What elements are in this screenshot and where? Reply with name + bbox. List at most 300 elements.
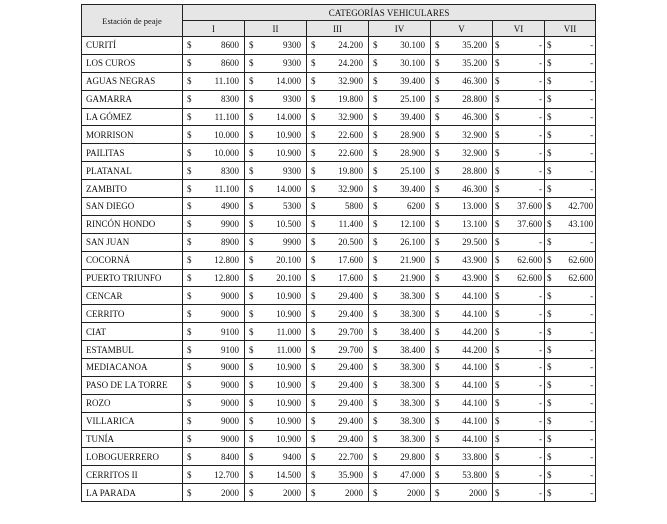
currency-symbol: $ bbox=[373, 451, 378, 462]
toll-value-cell bbox=[431, 108, 493, 126]
toll-value-cell bbox=[369, 215, 431, 233]
currency-symbol: $ bbox=[435, 40, 440, 51]
station-name: LOS CUROS bbox=[82, 54, 183, 72]
toll-amount: 38.300 bbox=[400, 380, 425, 391]
currency-symbol: $ bbox=[187, 183, 192, 194]
currency-symbol: $ bbox=[187, 451, 192, 462]
toll-amount: 10.900 bbox=[276, 380, 301, 391]
station-name: ZAMBITO bbox=[82, 180, 183, 198]
currency-symbol: $ bbox=[187, 308, 192, 319]
toll-value-cell bbox=[369, 466, 431, 484]
table-row bbox=[82, 126, 596, 144]
toll-amount: - bbox=[539, 416, 542, 427]
toll-amount: 30.100 bbox=[400, 40, 425, 51]
currency-symbol: $ bbox=[435, 469, 440, 480]
toll-value-cell bbox=[245, 394, 307, 412]
toll-value-cell bbox=[493, 54, 545, 72]
toll-amount: - bbox=[590, 290, 594, 301]
toll-amount: 32.900 bbox=[338, 112, 363, 122]
currency-symbol: $ bbox=[547, 219, 552, 230]
toll-value-cell bbox=[431, 412, 493, 430]
toll-value-cell bbox=[307, 144, 369, 162]
toll-value-cell bbox=[369, 341, 431, 359]
toll-amount: 22.700 bbox=[338, 451, 363, 462]
toll-value-cell bbox=[431, 215, 493, 233]
currency-symbol: $ bbox=[187, 129, 192, 140]
table-row bbox=[82, 162, 596, 180]
toll-amount: 32.900 bbox=[338, 183, 363, 194]
station-name: GAMARRA bbox=[82, 90, 183, 108]
toll-amount: 32.900 bbox=[338, 76, 363, 87]
toll-value-cell bbox=[545, 144, 596, 162]
toll-value-cell bbox=[369, 37, 431, 55]
currency-symbol: $ bbox=[435, 308, 440, 319]
toll-value-cell bbox=[493, 198, 545, 216]
toll-value-cell bbox=[493, 323, 545, 341]
currency-symbol: $ bbox=[311, 451, 316, 462]
currency-symbol: $ bbox=[249, 273, 254, 284]
currency-symbol: $ bbox=[547, 451, 552, 462]
table-row bbox=[82, 269, 596, 287]
toll-value-cell bbox=[183, 394, 245, 412]
category-header-2: II bbox=[245, 21, 307, 37]
toll-amount: 5800 bbox=[345, 201, 363, 212]
toll-value-cell bbox=[493, 126, 545, 144]
toll-value-cell bbox=[183, 341, 245, 359]
currency-symbol: $ bbox=[187, 380, 192, 391]
toll-amount: 8600 bbox=[221, 58, 239, 69]
currency-symbol: $ bbox=[547, 290, 552, 301]
currency-symbol: $ bbox=[311, 165, 316, 176]
toll-value-cell bbox=[245, 484, 307, 502]
station-name: PLATANAL bbox=[82, 162, 183, 180]
toll-amount: 38.400 bbox=[400, 344, 425, 355]
toll-value-cell bbox=[545, 466, 596, 484]
toll-amount: - bbox=[590, 451, 594, 462]
toll-amount: 44.100 bbox=[462, 416, 487, 427]
currency-symbol: $ bbox=[373, 487, 378, 498]
table-row bbox=[82, 466, 596, 484]
station-name: CURITÍ bbox=[82, 37, 183, 55]
toll-amount: - bbox=[539, 129, 542, 140]
currency-symbol: $ bbox=[249, 398, 254, 409]
toll-value-cell bbox=[307, 305, 369, 323]
toll-value-cell bbox=[545, 162, 596, 180]
currency-symbol: $ bbox=[311, 469, 316, 480]
toll-amount: 10.900 bbox=[276, 147, 301, 158]
currency-symbol: $ bbox=[249, 451, 254, 462]
currency-symbol: $ bbox=[187, 434, 192, 445]
toll-value-cell bbox=[545, 484, 596, 502]
station-name: COCORNÁ bbox=[82, 251, 183, 269]
toll-amount: 44.200 bbox=[462, 344, 487, 355]
toll-value-cell bbox=[431, 162, 493, 180]
toll-amount: - bbox=[539, 469, 542, 480]
currency-symbol: $ bbox=[187, 165, 192, 176]
toll-amount: 35.200 bbox=[462, 40, 487, 51]
table-row bbox=[82, 323, 596, 341]
currency-symbol: $ bbox=[547, 362, 552, 373]
toll-amount: 17.600 bbox=[338, 255, 363, 266]
currency-symbol: $ bbox=[435, 273, 440, 284]
toll-value-cell bbox=[245, 323, 307, 341]
toll-value-cell bbox=[183, 484, 245, 502]
toll-amount: 29.400 bbox=[338, 416, 363, 427]
currency-symbol: $ bbox=[187, 112, 192, 122]
toll-amount: - bbox=[590, 237, 594, 248]
toll-amount: 9300 bbox=[283, 94, 301, 105]
toll-value-cell bbox=[369, 430, 431, 448]
toll-value-cell bbox=[545, 72, 596, 90]
station-name: CIAT bbox=[82, 323, 183, 341]
toll-value-cell bbox=[307, 108, 369, 126]
toll-amount: 44.100 bbox=[462, 398, 487, 409]
toll-value-cell bbox=[183, 430, 245, 448]
toll-amount: - bbox=[590, 344, 594, 355]
currency-symbol: $ bbox=[547, 434, 552, 445]
toll-amount: - bbox=[539, 147, 542, 158]
toll-amount: 4900 bbox=[221, 201, 239, 212]
currency-symbol: $ bbox=[249, 434, 254, 445]
toll-value-cell bbox=[493, 215, 545, 233]
toll-value-cell bbox=[183, 412, 245, 430]
toll-value-cell bbox=[307, 233, 369, 251]
station-name: SAN JUAN bbox=[82, 233, 183, 251]
currency-symbol: $ bbox=[495, 326, 500, 337]
toll-value-cell bbox=[245, 341, 307, 359]
toll-value-cell bbox=[369, 72, 431, 90]
table-row bbox=[82, 90, 596, 108]
toll-value-cell bbox=[183, 376, 245, 394]
table-row bbox=[82, 394, 596, 412]
toll-value-cell bbox=[183, 466, 245, 484]
toll-amount: 39.400 bbox=[400, 183, 425, 194]
currency-symbol: $ bbox=[187, 469, 192, 480]
toll-amount: 21.900 bbox=[400, 255, 425, 266]
toll-value-cell bbox=[307, 37, 369, 55]
toll-value-cell bbox=[183, 359, 245, 377]
toll-value-cell bbox=[307, 251, 369, 269]
toll-value-cell bbox=[183, 90, 245, 108]
toll-amount: 38.300 bbox=[400, 398, 425, 409]
toll-amount: - bbox=[590, 416, 594, 427]
toll-value-cell bbox=[307, 359, 369, 377]
toll-value-cell bbox=[493, 72, 545, 90]
currency-symbol: $ bbox=[249, 58, 254, 69]
toll-value-cell bbox=[431, 305, 493, 323]
toll-value-cell bbox=[307, 90, 369, 108]
currency-symbol: $ bbox=[249, 40, 254, 51]
toll-amount: - bbox=[590, 326, 594, 337]
currency-symbol: $ bbox=[495, 273, 500, 284]
currency-symbol: $ bbox=[547, 40, 552, 51]
toll-value-cell bbox=[307, 269, 369, 287]
toll-amount: 62.600 bbox=[568, 273, 594, 284]
currency-symbol: $ bbox=[249, 344, 254, 355]
toll-amount: - bbox=[590, 94, 594, 105]
currency-symbol: $ bbox=[187, 344, 192, 355]
toll-value-cell bbox=[545, 323, 596, 341]
toll-value-cell bbox=[307, 54, 369, 72]
currency-symbol: $ bbox=[495, 183, 500, 194]
toll-amount: 39.400 bbox=[400, 76, 425, 87]
toll-amount: - bbox=[590, 76, 594, 87]
station-name: PUERTO TRIUNFO bbox=[82, 269, 183, 287]
toll-value-cell bbox=[493, 233, 545, 251]
currency-symbol: $ bbox=[249, 255, 254, 266]
toll-amount: - bbox=[590, 40, 594, 51]
toll-value-cell bbox=[307, 430, 369, 448]
currency-symbol: $ bbox=[435, 94, 440, 105]
currency-symbol: $ bbox=[373, 380, 378, 391]
currency-symbol: $ bbox=[249, 487, 254, 498]
currency-symbol: $ bbox=[311, 147, 316, 158]
table-row bbox=[82, 215, 596, 233]
table-row bbox=[82, 37, 596, 55]
toll-amount: 20.500 bbox=[338, 237, 363, 248]
station-name: VILLARICA bbox=[82, 412, 183, 430]
toll-amount: 28.900 bbox=[400, 129, 425, 140]
table-row bbox=[82, 412, 596, 430]
currency-symbol: $ bbox=[373, 219, 378, 230]
currency-symbol: $ bbox=[373, 129, 378, 140]
toll-amount: - bbox=[590, 308, 594, 319]
table-row bbox=[82, 376, 596, 394]
currency-symbol: $ bbox=[495, 147, 500, 158]
toll-value-cell bbox=[245, 287, 307, 305]
station-name: PAILITAS bbox=[82, 144, 183, 162]
toll-amount: 35.200 bbox=[462, 58, 487, 69]
toll-amount: 38.300 bbox=[400, 308, 425, 319]
toll-amount: 42.700 bbox=[568, 201, 594, 212]
toll-amount: 22.600 bbox=[338, 129, 363, 140]
currency-symbol: $ bbox=[311, 201, 316, 212]
vehicle-categories-header: CATEGORÍAS VEHICULARES bbox=[183, 5, 596, 21]
toll-value-cell bbox=[493, 37, 545, 55]
category-header-6: VI bbox=[493, 21, 545, 37]
toll-amount: 44.100 bbox=[462, 380, 487, 391]
currency-symbol: $ bbox=[187, 76, 192, 87]
currency-symbol: $ bbox=[435, 219, 440, 230]
toll-value-cell bbox=[545, 54, 596, 72]
currency-symbol: $ bbox=[435, 129, 440, 140]
toll-value-cell bbox=[369, 287, 431, 305]
toll-value-cell bbox=[307, 215, 369, 233]
currency-symbol: $ bbox=[547, 165, 552, 176]
toll-amount: 21.900 bbox=[400, 273, 425, 284]
currency-symbol: $ bbox=[373, 183, 378, 194]
toll-amount: 47.000 bbox=[400, 469, 425, 480]
toll-amount: 9100 bbox=[221, 326, 239, 337]
toll-value-cell bbox=[431, 430, 493, 448]
currency-symbol: $ bbox=[373, 469, 378, 480]
toll-value-cell bbox=[307, 484, 369, 502]
toll-amount: - bbox=[539, 112, 542, 122]
toll-amount: 25.100 bbox=[400, 165, 425, 176]
toll-amount: 10.900 bbox=[276, 308, 301, 319]
toll-amount: 9100 bbox=[221, 344, 239, 355]
toll-value-cell bbox=[431, 484, 493, 502]
toll-amount: - bbox=[539, 94, 542, 105]
currency-symbol: $ bbox=[373, 201, 378, 212]
currency-symbol: $ bbox=[547, 487, 552, 498]
toll-amount: 37.600 bbox=[517, 201, 542, 212]
station-name: LOBOGUERRERO bbox=[82, 448, 183, 466]
currency-symbol: $ bbox=[187, 398, 192, 409]
toll-value-cell bbox=[183, 37, 245, 55]
currency-symbol: $ bbox=[187, 201, 192, 212]
toll-amount: 35.900 bbox=[338, 469, 363, 480]
toll-amount: 8300 bbox=[221, 165, 239, 176]
currency-symbol: $ bbox=[249, 147, 254, 158]
toll-amount: - bbox=[539, 487, 542, 498]
currency-symbol: $ bbox=[373, 398, 378, 409]
category-header-3: III bbox=[307, 21, 369, 37]
currency-symbol: $ bbox=[495, 237, 500, 248]
toll-value-cell bbox=[493, 376, 545, 394]
toll-amount: - bbox=[590, 58, 594, 69]
station-name: ROZO bbox=[82, 394, 183, 412]
currency-symbol: $ bbox=[311, 112, 316, 122]
toll-value-cell bbox=[245, 251, 307, 269]
toll-value-cell bbox=[183, 198, 245, 216]
toll-value-cell bbox=[245, 305, 307, 323]
toll-amount: 9900 bbox=[283, 237, 301, 248]
toll-value-cell bbox=[493, 251, 545, 269]
currency-symbol: $ bbox=[495, 398, 500, 409]
station-name: PASO DE LA TORRE bbox=[82, 376, 183, 394]
table-row bbox=[82, 180, 596, 198]
toll-amount: 12.700 bbox=[214, 469, 239, 480]
currency-symbol: $ bbox=[249, 416, 254, 427]
currency-symbol: $ bbox=[495, 416, 500, 427]
currency-symbol: $ bbox=[187, 290, 192, 301]
toll-value-cell bbox=[183, 180, 245, 198]
currency-symbol: $ bbox=[373, 434, 378, 445]
toll-value-cell bbox=[493, 108, 545, 126]
table-row bbox=[82, 287, 596, 305]
toll-amount: - bbox=[539, 308, 542, 319]
currency-symbol: $ bbox=[435, 434, 440, 445]
toll-value-cell bbox=[369, 484, 431, 502]
currency-symbol: $ bbox=[547, 344, 552, 355]
table-row bbox=[82, 144, 596, 162]
toll-value-cell bbox=[545, 394, 596, 412]
toll-value-cell bbox=[545, 108, 596, 126]
currency-symbol: $ bbox=[249, 469, 254, 480]
currency-symbol: $ bbox=[373, 76, 378, 87]
table-row bbox=[82, 251, 596, 269]
toll-amount: 29.700 bbox=[338, 344, 363, 355]
toll-amount: 2000 bbox=[407, 487, 425, 498]
toll-amount: 17.600 bbox=[338, 273, 363, 284]
currency-symbol: $ bbox=[373, 416, 378, 427]
toll-value-cell bbox=[493, 466, 545, 484]
currency-symbol: $ bbox=[311, 398, 316, 409]
toll-amount: 14.000 bbox=[276, 183, 301, 194]
toll-value-cell bbox=[183, 108, 245, 126]
table-row bbox=[82, 484, 596, 502]
toll-amount: 53.800 bbox=[462, 469, 487, 480]
toll-value-cell bbox=[245, 108, 307, 126]
toll-amount: 26.100 bbox=[400, 237, 425, 248]
toll-value-cell bbox=[245, 412, 307, 430]
currency-symbol: $ bbox=[311, 416, 316, 427]
toll-value-cell bbox=[545, 90, 596, 108]
toll-value-cell bbox=[431, 394, 493, 412]
toll-amount: 28.800 bbox=[462, 165, 487, 176]
toll-value-cell bbox=[493, 341, 545, 359]
toll-amount: - bbox=[539, 344, 542, 355]
currency-symbol: $ bbox=[547, 273, 552, 284]
currency-symbol: $ bbox=[495, 344, 500, 355]
toll-value-cell bbox=[493, 484, 545, 502]
toll-value-cell bbox=[183, 215, 245, 233]
toll-value-cell bbox=[307, 376, 369, 394]
currency-symbol: $ bbox=[495, 129, 500, 140]
toll-amount: - bbox=[590, 380, 594, 391]
currency-symbol: $ bbox=[547, 94, 552, 105]
currency-symbol: $ bbox=[373, 326, 378, 337]
currency-symbol: $ bbox=[311, 487, 316, 498]
currency-symbol: $ bbox=[547, 416, 552, 427]
toll-amount: - bbox=[539, 398, 542, 409]
toll-value-cell bbox=[183, 72, 245, 90]
currency-symbol: $ bbox=[249, 129, 254, 140]
currency-symbol: $ bbox=[435, 487, 440, 498]
currency-symbol: $ bbox=[495, 94, 500, 105]
currency-symbol: $ bbox=[547, 129, 552, 140]
currency-symbol: $ bbox=[495, 434, 500, 445]
currency-symbol: $ bbox=[435, 380, 440, 391]
toll-value-cell bbox=[545, 126, 596, 144]
toll-amount: - bbox=[539, 237, 542, 248]
toll-amount: 29.400 bbox=[338, 434, 363, 445]
toll-amount: 11.100 bbox=[214, 76, 239, 87]
toll-amount: 11.100 bbox=[214, 112, 239, 122]
toll-value-cell bbox=[369, 376, 431, 394]
toll-amount: 9000 bbox=[221, 434, 239, 445]
toll-value-cell bbox=[431, 323, 493, 341]
toll-value-cell bbox=[431, 287, 493, 305]
currency-symbol: $ bbox=[495, 290, 500, 301]
toll-value-cell bbox=[431, 180, 493, 198]
table-row bbox=[82, 305, 596, 323]
toll-amount: - bbox=[590, 112, 594, 122]
toll-amount: - bbox=[590, 183, 594, 194]
currency-symbol: $ bbox=[547, 183, 552, 194]
currency-symbol: $ bbox=[373, 273, 378, 284]
toll-value-cell bbox=[183, 54, 245, 72]
toll-amount: - bbox=[539, 165, 542, 176]
currency-symbol: $ bbox=[187, 94, 192, 105]
currency-symbol: $ bbox=[311, 76, 316, 87]
currency-symbol: $ bbox=[495, 112, 500, 122]
toll-value-cell bbox=[431, 72, 493, 90]
toll-amount: 8600 bbox=[221, 40, 239, 51]
currency-symbol: $ bbox=[373, 58, 378, 69]
toll-value-cell bbox=[545, 233, 596, 251]
toll-amount: 10.900 bbox=[276, 398, 301, 409]
currency-symbol: $ bbox=[311, 326, 316, 337]
toll-amount: 38.300 bbox=[400, 362, 425, 373]
toll-amount: 13.000 bbox=[462, 201, 487, 212]
currency-symbol: $ bbox=[311, 129, 316, 140]
toll-amount: 29.400 bbox=[338, 362, 363, 373]
toll-value-cell bbox=[183, 126, 245, 144]
toll-amount: 46.300 bbox=[462, 112, 487, 122]
toll-amount: - bbox=[590, 469, 594, 480]
